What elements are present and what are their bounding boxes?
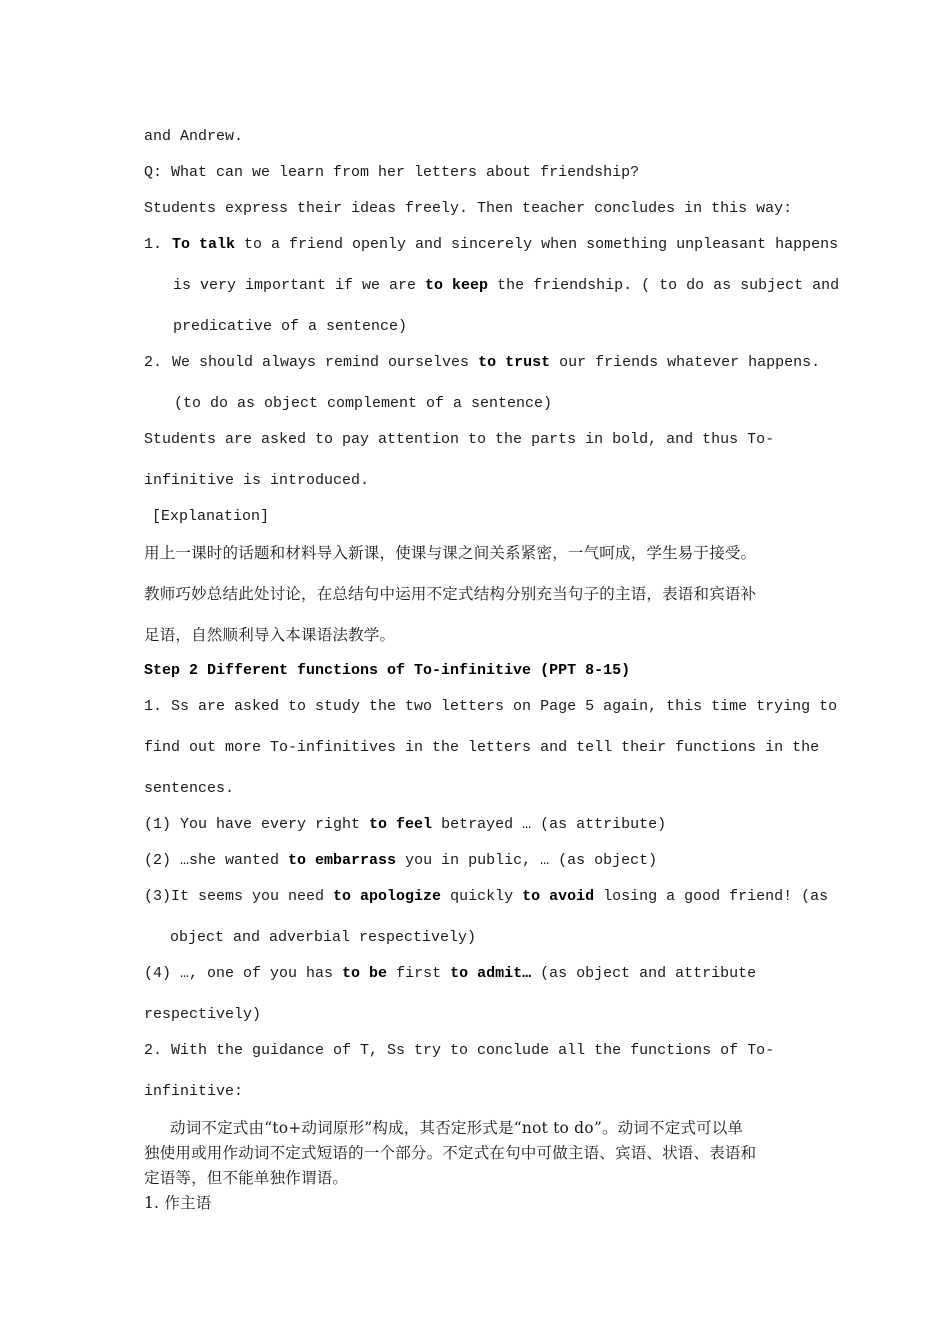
example-3: [144, 888, 828, 906]
task-line: find out more To-infinitives in the letters and tell their functions in the: [144, 739, 820, 756]
bold-infinitive: to trust: [478, 354, 551, 371]
text-span: (2) …she wanted: [144, 852, 289, 869]
text-span: (3)It seems you need: [144, 888, 334, 905]
text-span: quickly: [441, 888, 523, 905]
question-line: Q: What can we learn from her letters about friendship?: [144, 164, 640, 181]
text-line: infinitive is introduced.: [144, 472, 370, 489]
conclusion-item-1-cont: predicative of a sentence): [173, 318, 408, 335]
conclusion-item-1: [144, 236, 838, 254]
chinese-text-line: 用上一课时的话题和材料导入新课，使课与课之间关系紧密，一气呵成，学生易于接受。: [144, 544, 757, 562]
text-span: you in public, … (as object): [396, 852, 658, 869]
text-span: our friends whatever happens.: [550, 354, 821, 371]
text-span: is very important if we are: [173, 277, 426, 294]
task-line: 1. Ss are asked to study the two letters on Page 5 again, this time trying to: [144, 698, 838, 715]
text-span: We should always remind ourselves: [172, 354, 479, 371]
task-line: 2. With the guidance of T, Ss try to conclude all the functions of To-: [144, 1042, 775, 1059]
item-number: 1.: [144, 236, 163, 253]
example-1: [144, 816, 666, 834]
text-span: the friendship. ( to do as subject and: [488, 277, 840, 294]
step-heading: Step 2 Different functions of To-infinitive (PPT 8-15): [144, 662, 631, 679]
chinese-text-line: 教师巧妙总结此处讨论，在总结句中运用不定式结构分别充当句子的主语，表语和宾语补: [144, 585, 757, 603]
bold-infinitive: to keep: [425, 277, 489, 294]
explanation-heading: [Explanation]: [152, 508, 270, 525]
example-4: [144, 965, 756, 983]
bold-infinitive: To talk: [172, 236, 236, 253]
conclusion-item-2: [144, 354, 820, 372]
text-span: (1) You have every right: [144, 816, 370, 833]
text-span: first: [387, 965, 451, 982]
task-line: sentences.: [144, 780, 235, 797]
bold-infinitive: to be: [342, 965, 388, 982]
example-4-cont: respectively): [144, 1006, 262, 1023]
section-heading: 1. 作主语: [144, 1194, 212, 1212]
bold-infinitive: to apologize: [333, 888, 442, 905]
example-2: [144, 852, 657, 870]
bold-infinitive: to embarrass: [288, 852, 397, 869]
text-line: Students are asked to pay attention to the parts in bold, and thus To-: [144, 431, 775, 448]
chinese-text-line: 动词不定式由“to+动词原形”构成，其否定形式是“not to do”。动词不定式可以单: [170, 1119, 744, 1137]
bold-infinitive: to avoid: [522, 888, 595, 905]
text-span: to a friend openly and sincerely when something unpleasant happens: [235, 236, 839, 253]
chinese-text-line: 足语，自然顺利导入本课语法教学。: [144, 626, 396, 644]
text-line: and Andrew.: [144, 128, 244, 145]
bold-infinitive: to feel: [369, 816, 433, 833]
item-number: 2.: [144, 354, 163, 371]
text-span: (4) …, one of you has: [144, 965, 343, 982]
text-span: losing a good friend! (as: [594, 888, 829, 905]
task-line: infinitive:: [144, 1083, 244, 1100]
bold-infinitive: to admit…: [450, 965, 532, 982]
conclusion-item-2-cont: (to do as object complement of a sentence): [174, 395, 553, 412]
chinese-text-line: 定语等，但不能单独作谓语。: [144, 1169, 349, 1187]
text-line: Students express their ideas freely. Then teacher concludes in this way:: [144, 200, 793, 217]
chinese-text-line: 独使用或用作动词不定式短语的一个部分。不定式在句中可做主语、宾语、状语、表语和: [144, 1144, 757, 1162]
text-span: betrayed … (as attribute): [432, 816, 667, 833]
example-3-cont: object and adverbial respectively): [170, 929, 477, 946]
text-span: (as object and attribute: [531, 965, 757, 982]
conclusion-item-1-cont: [173, 277, 839, 295]
